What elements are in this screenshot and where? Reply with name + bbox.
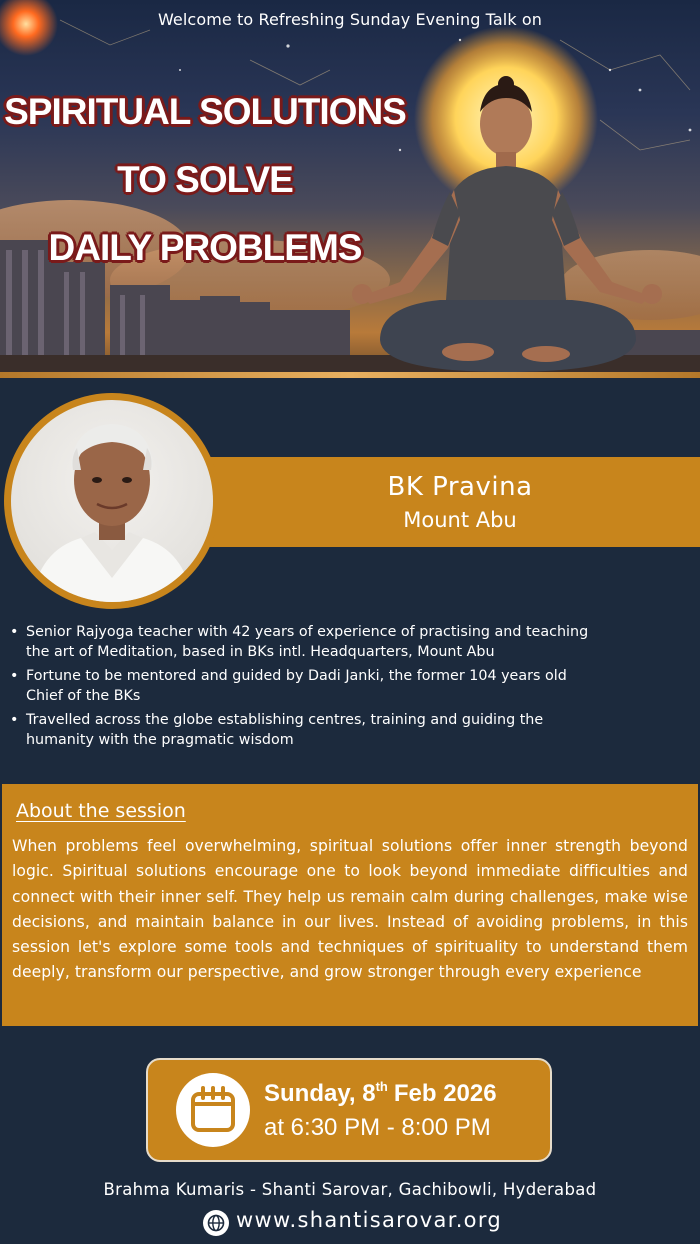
speaker-banner bbox=[200, 457, 700, 547]
calendar-icon bbox=[176, 1073, 250, 1147]
event-date bbox=[264, 1079, 497, 1108]
website-link[interactable]: www.shantisarovar.org bbox=[236, 1208, 503, 1232]
bio-item: • Travelled across the globe establishing centres, training and guiding the humanity with the pragmatic wisdom bbox=[10, 710, 595, 750]
welcome-text: Welcome to Refreshing Sunday Evening Talk on bbox=[157, 10, 543, 29]
speaker-name: BK Pravina bbox=[387, 472, 533, 502]
about-body: When problems feel overwhelming, spiritual solutions offer inner strength beyond logic. Spiritual solutions encourage one to look beyond immediate difficulties and connect with their inner self. They help us remain calm during challenges, make wise decisions, and maintain balance in our lives. Instead of avoiding problems, in this session let's explore some tools and techniques of spirituality to understand them deeply, transform our perspective, and grow stronger through every experience bbox=[12, 837, 688, 982]
event-day: Sunday, 8 bbox=[264, 1080, 376, 1107]
event-month-year: Feb 2026 bbox=[393, 1080, 497, 1107]
title-line-2: TO SOLVE bbox=[117, 159, 293, 200]
bio-item: • Senior Rajyoga teacher with 42 years of experience of practising and teaching the art of Meditation, based in BKs intl. Headquarters, Mount Abu bbox=[10, 622, 595, 662]
bio-item: • Fortune to be mentored and guided by Dadi Janki, the former 104 years old Chief of the BKs bbox=[10, 666, 595, 706]
hero-divider bbox=[0, 372, 700, 378]
talk-title bbox=[0, 78, 410, 282]
speaker-place: Mount Abu bbox=[403, 508, 517, 532]
hero-banner bbox=[0, 0, 700, 378]
event-time: at 6:30 PM - 8:00 PM bbox=[264, 1114, 491, 1141]
title-line-3: DAILY PROBLEMS bbox=[48, 227, 362, 268]
speaker-bio-list bbox=[10, 622, 595, 754]
globe-icon bbox=[202, 1209, 230, 1237]
about-heading: About the session bbox=[16, 800, 186, 822]
venue-text: Brahma Kumaris - Shanti Sarovar, Gachibowli, Hyderabad bbox=[103, 1180, 597, 1199]
speaker-photo bbox=[11, 400, 213, 602]
title-line-1: SPIRITUAL SOLUTIONS bbox=[4, 91, 406, 132]
event-day-suffix: th bbox=[375, 1079, 388, 1094]
